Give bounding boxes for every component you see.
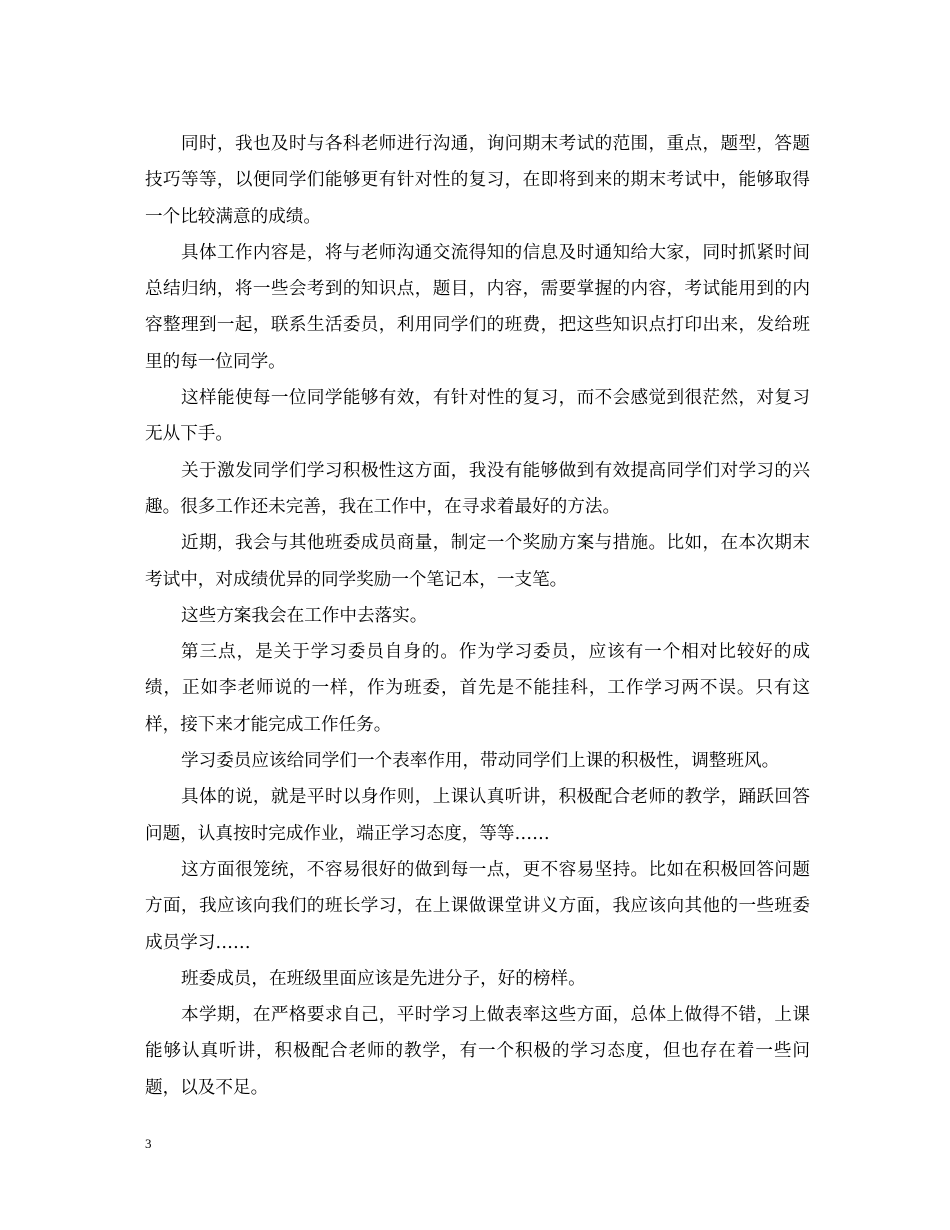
paragraph: 近期，我会与其他班委成员商量，制定一个奖励方案与措施。比如，在本次期末考试中，对成绩优异的同学奖励一个笔记本，一支笔。	[145, 533, 810, 590]
paragraph: 学习委员应该给同学们一个表率作用，带动同学们上课的积极性，调整班风。	[181, 751, 780, 772]
paragraph: 第三点，是关于学习委员自身的。作为学习委员，应该有一个相对比较好的成绩，正如李老师说的一样，作为班委，首先是不能挂科，工作学习两不误。只有这样，接下来才能完成工作任务。	[145, 642, 810, 735]
paragraph: 具体工作内容是，将与老师沟通交流得知的信息及时通知给大家，同时抓紧时间总结归纳，将一些会考到的知识点，题目，内容，需要掌握的内容，考试能用到的内容整理到一起，联系生活委员，利用同学们的班费，把这些知识点打印出来，发给班里的每一位同学。	[145, 242, 810, 372]
paragraph: 这样能使每一位同学能够有效，有针对性的复习，而不会感觉到很茫然，对复习无从下手。	[145, 388, 810, 445]
page-number: 3	[145, 1136, 152, 1151]
paragraph: 班委成员，在班级里面应该是先进分子，好的榜样。	[181, 968, 586, 989]
paragraph: 具体的说，就是平时以身作则，上课认真听讲，积极配合老师的教学，踊跃回答问题，认真按时完成作业，端正学习态度，等等……	[145, 787, 810, 844]
paragraph: 这方面很笼统，不容易很好的做到每一点，更不容易坚持。比如在积极回答问题方面，我应该向我们的班长学习，在上课做课堂讲义方面，我应该向其他的一些班委成员学习……	[145, 859, 810, 953]
body-text	[145, 126, 810, 1106]
paragraph: 同时，我也及时与各科老师进行沟通，询问期末考试的范围，重点，题型，答题技巧等等，以便同学们能够更有针对性的复习，在即将到来的期末考试中，能够取得一个比较满意的成绩。	[145, 134, 810, 227]
paragraph: 本学期，在严格要求自己，平时学习上做表率这些方面，总体上做得不错，上课能够认真听讲，积极配合老师的教学，有一个积极的学习态度，但也存在着一些问题，以及不足。	[145, 1005, 810, 1098]
paragraph: 这些方案我会在工作中去落实。	[181, 605, 428, 626]
paragraph: 关于激发同学们学习积极性这方面，我没有能够做到有效提高同学们对学习的兴趣。很多工作还未完善，我在工作中，在寻求着最好的方法。	[145, 460, 810, 517]
